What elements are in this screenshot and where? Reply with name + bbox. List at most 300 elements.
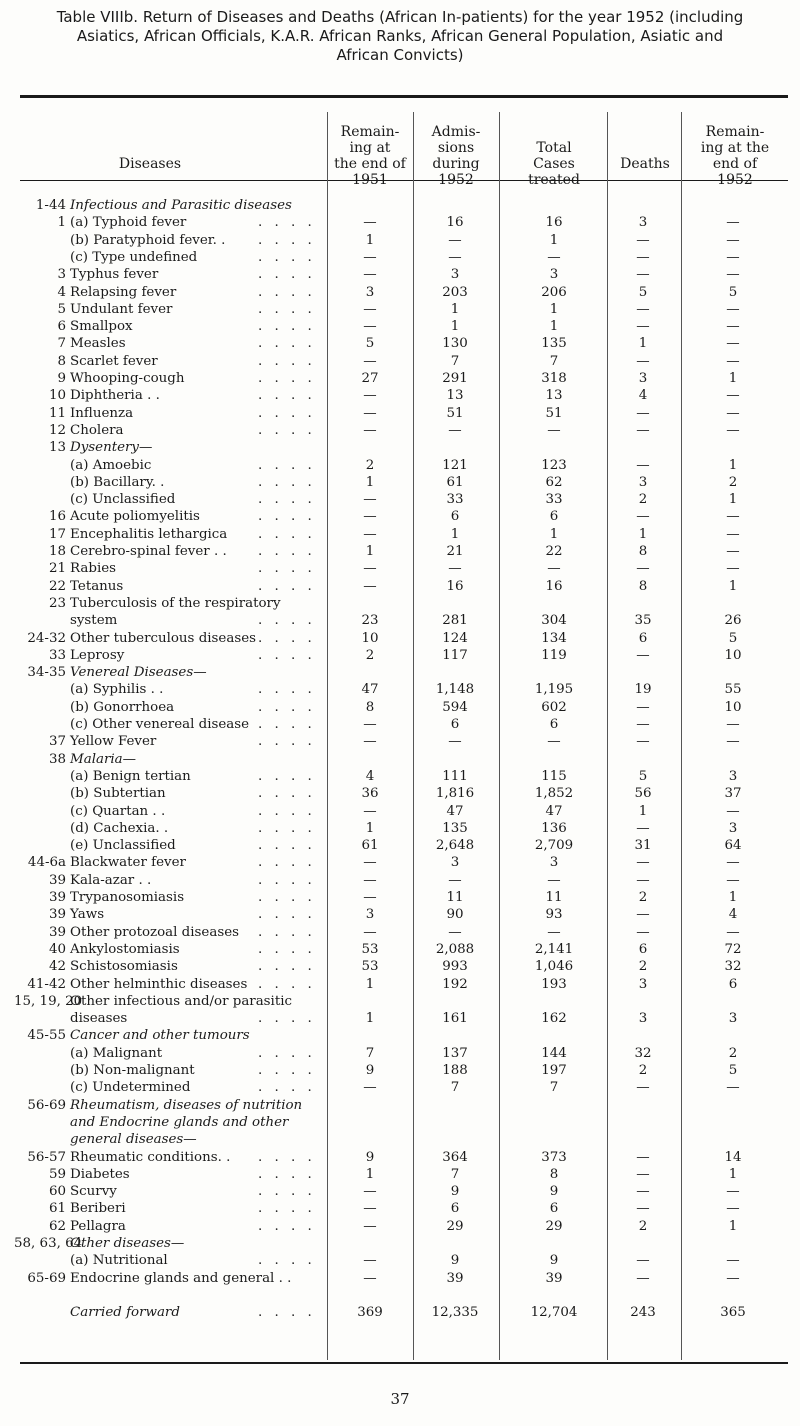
leader-dots: . . . . bbox=[258, 1063, 316, 1078]
row-value: 1 bbox=[365, 474, 375, 490]
row-value: 2 bbox=[638, 1063, 648, 1078]
page-number: 37 bbox=[390, 1390, 410, 1408]
row-value: 5 bbox=[728, 630, 738, 646]
leader-dots: . . . . bbox=[258, 353, 316, 369]
title-line-3: African Convicts) bbox=[336, 46, 464, 64]
row-value: — bbox=[448, 232, 462, 248]
row-value: 3 bbox=[450, 267, 460, 283]
row-code: 39 bbox=[48, 907, 66, 923]
table-row bbox=[0, 491, 800, 508]
row-code: 15, 19, 20 bbox=[14, 993, 83, 1009]
leader-dots: . . . . bbox=[258, 803, 316, 819]
leader-dots: . . . . bbox=[258, 976, 316, 992]
table-row bbox=[0, 1027, 800, 1044]
table-row bbox=[0, 1149, 800, 1166]
row-disease: Dysentery— bbox=[70, 440, 153, 456]
leader-dots: . . . . bbox=[258, 509, 316, 525]
row-disease: Tuberculosis of the respiratory bbox=[70, 595, 281, 611]
table-row bbox=[0, 543, 800, 560]
leader-dots: . . . . bbox=[258, 855, 316, 871]
row-value: 1 bbox=[728, 890, 738, 905]
row-disease: Influenza bbox=[70, 405, 134, 421]
row-value: 3 bbox=[549, 855, 559, 871]
table-row bbox=[0, 1010, 800, 1027]
row-disease: Rheumatic conditions. . bbox=[70, 1149, 231, 1165]
row-value: 1,148 bbox=[435, 682, 475, 698]
row-value: 304 bbox=[541, 613, 567, 629]
row-value: 32 bbox=[724, 959, 742, 975]
leader-dots: . . . . bbox=[258, 959, 316, 975]
table-row bbox=[0, 1166, 800, 1183]
row-disease: system bbox=[70, 613, 118, 629]
row-value: 51 bbox=[545, 405, 563, 421]
row-value: 281 bbox=[442, 613, 468, 629]
row-code: 3 bbox=[57, 267, 66, 283]
table-row bbox=[0, 1079, 800, 1096]
row-value: 7 bbox=[365, 1045, 375, 1061]
row-value: 29 bbox=[545, 1218, 563, 1234]
row-value: 1 bbox=[638, 336, 648, 352]
table-row bbox=[0, 976, 800, 993]
row-code: 10 bbox=[48, 388, 66, 404]
row-value: 4 bbox=[728, 907, 738, 923]
row-value: 5 bbox=[638, 768, 648, 784]
row-value: 373 bbox=[541, 1149, 567, 1165]
row-value: 119 bbox=[541, 647, 567, 663]
table-row bbox=[0, 578, 800, 595]
row-value: 124 bbox=[442, 630, 468, 646]
row-disease: Cerebro-spinal fever . . bbox=[70, 544, 227, 559]
row-value: 318 bbox=[541, 371, 567, 386]
row-value: 9 bbox=[549, 1253, 559, 1269]
row-value: 1 bbox=[728, 578, 738, 594]
table-row bbox=[0, 854, 800, 871]
row-value: 2 bbox=[638, 959, 648, 975]
leader-dots: . . . . bbox=[258, 267, 316, 283]
row-value: 9 bbox=[450, 1253, 460, 1269]
header-line: 1951 bbox=[352, 172, 388, 188]
row-disease: (b) Paratyphoid fever. . bbox=[70, 232, 226, 248]
row-value: — bbox=[363, 301, 377, 317]
row-value: 53 bbox=[361, 941, 379, 957]
row-value: 9 bbox=[365, 1149, 375, 1165]
row-code: 39 bbox=[48, 924, 66, 940]
row-value: — bbox=[636, 647, 650, 663]
row-disease: Venereal Diseases— bbox=[70, 665, 207, 681]
row-code: 34-35 bbox=[27, 665, 66, 681]
row-value: 1 bbox=[728, 371, 738, 386]
row-value: 4 bbox=[365, 768, 375, 784]
table-row bbox=[0, 284, 800, 301]
row-disease: Other tuberculous diseases bbox=[70, 630, 256, 646]
leader-dots: . . . . bbox=[258, 1201, 316, 1217]
row-value: 27 bbox=[361, 371, 379, 386]
table-row bbox=[0, 1252, 800, 1269]
table-row bbox=[0, 1045, 800, 1062]
row-value: — bbox=[448, 249, 462, 265]
row-value: 35 bbox=[634, 613, 652, 629]
row-value: — bbox=[726, 232, 740, 248]
row-code: 45-55 bbox=[27, 1028, 66, 1044]
row-value: — bbox=[636, 1270, 650, 1286]
top-rule bbox=[20, 95, 788, 98]
table-row bbox=[0, 214, 800, 231]
table-row bbox=[0, 785, 800, 802]
table-row bbox=[0, 560, 800, 577]
table-row bbox=[0, 457, 800, 474]
row-value: — bbox=[636, 1184, 650, 1200]
header-line: ing at bbox=[349, 140, 391, 156]
header-line: end of bbox=[712, 156, 758, 172]
row-value: — bbox=[636, 509, 650, 525]
row-disease: Blackwater fever bbox=[70, 855, 186, 871]
row-value: — bbox=[363, 1253, 377, 1269]
row-code: 22 bbox=[48, 578, 66, 594]
row-disease: Cancer and other tumours bbox=[70, 1028, 250, 1044]
header-admissions bbox=[415, 124, 497, 188]
header-line: Cases bbox=[533, 156, 575, 172]
row-value: 188 bbox=[442, 1063, 468, 1078]
row-value: 36 bbox=[361, 786, 379, 802]
row-value: — bbox=[726, 526, 740, 542]
row-value: 1 bbox=[365, 544, 375, 559]
row-code: 17 bbox=[48, 526, 66, 542]
row-value: 3 bbox=[365, 907, 375, 923]
row-value: 8 bbox=[365, 699, 375, 715]
table-row bbox=[0, 699, 800, 716]
row-code: 37 bbox=[48, 734, 66, 750]
leader-dots: . . . . bbox=[258, 630, 316, 646]
row-value: 1 bbox=[365, 976, 375, 992]
row-value: 3 bbox=[450, 855, 460, 871]
row-value: 364 bbox=[442, 1149, 468, 1165]
row-value: — bbox=[636, 1149, 650, 1165]
row-value: 7 bbox=[549, 353, 559, 369]
row-value: 2,088 bbox=[435, 941, 475, 957]
table-row bbox=[0, 612, 800, 629]
row-value: — bbox=[726, 544, 740, 559]
leader-dots: . . . . bbox=[258, 232, 316, 248]
row-value: 3 bbox=[638, 215, 648, 231]
row-value: 32 bbox=[634, 1045, 652, 1061]
row-value: 1 bbox=[549, 319, 559, 335]
row-disease: Kala-azar . . bbox=[70, 872, 152, 888]
table-row bbox=[0, 1062, 800, 1079]
row-disease: Beriberi bbox=[70, 1201, 126, 1217]
title-line-1: Table VIIIb. Return of Diseases and Deaths (African In-patients) for the year 1952 (including bbox=[56, 8, 744, 26]
row-value: 10 bbox=[724, 647, 742, 663]
row-value: — bbox=[726, 249, 740, 265]
row-value: — bbox=[363, 803, 377, 819]
table-row bbox=[0, 768, 800, 785]
row-value: 192 bbox=[442, 976, 468, 992]
leader-dots: . . . . bbox=[258, 561, 316, 577]
row-disease: (b) Subtertian bbox=[70, 786, 166, 802]
table-row bbox=[0, 1114, 800, 1131]
row-code: 11 bbox=[48, 405, 66, 421]
row-value: 39 bbox=[545, 1270, 563, 1286]
leader-dots: . . . . bbox=[258, 319, 316, 335]
row-value: — bbox=[636, 699, 650, 715]
table-row bbox=[0, 474, 800, 491]
row-value: — bbox=[726, 422, 740, 438]
row-value: 8 bbox=[549, 1166, 559, 1182]
row-value: — bbox=[547, 734, 561, 750]
row-value: 5 bbox=[638, 284, 648, 300]
row-value: — bbox=[547, 872, 561, 888]
row-value: 1 bbox=[728, 492, 738, 508]
row-value: — bbox=[726, 301, 740, 317]
row-disease: Diabetes bbox=[70, 1166, 130, 1182]
row-disease: Ankylostomiasis bbox=[70, 941, 180, 957]
table-row bbox=[0, 249, 800, 266]
row-value: — bbox=[636, 924, 650, 940]
row-disease: (c) Undetermined bbox=[70, 1080, 191, 1096]
row-value: 7 bbox=[450, 1166, 460, 1182]
row-disease: Pellagra bbox=[70, 1218, 126, 1234]
row-value: 90 bbox=[446, 907, 464, 923]
row-value: — bbox=[726, 734, 740, 750]
row-value: 8 bbox=[638, 578, 648, 594]
header-line: 1952 bbox=[717, 172, 753, 188]
leader-dots: . . . . bbox=[258, 872, 316, 888]
row-code: 4 bbox=[57, 284, 66, 300]
row-value: 7 bbox=[450, 1080, 460, 1096]
row-value: — bbox=[726, 215, 740, 231]
header-diseases: Diseases bbox=[118, 156, 182, 172]
row-value: 56 bbox=[634, 786, 652, 802]
table-title bbox=[20, 8, 780, 65]
row-value: 137 bbox=[442, 1045, 468, 1061]
row-value: — bbox=[726, 1080, 740, 1096]
leader-dots: . . . . bbox=[258, 1218, 316, 1234]
row-value: — bbox=[363, 388, 377, 404]
row-disease: Typhus fever bbox=[70, 267, 159, 283]
row-value: 55 bbox=[724, 682, 742, 698]
leader-dots: . . . . bbox=[258, 1080, 316, 1096]
row-value: — bbox=[636, 457, 650, 473]
leader-dots: . . . . bbox=[258, 301, 316, 317]
row-value: — bbox=[363, 561, 377, 577]
row-disease: Malaria— bbox=[70, 751, 137, 767]
header-line: Remain- bbox=[340, 124, 400, 140]
row-value: 365 bbox=[720, 1305, 746, 1321]
row-value: 206 bbox=[541, 284, 567, 300]
leader-dots: . . . . bbox=[258, 1011, 316, 1027]
table-row bbox=[0, 335, 800, 352]
leader-dots: . . . . bbox=[258, 215, 316, 231]
header-line: sions bbox=[437, 140, 475, 156]
row-value: 8 bbox=[638, 544, 648, 559]
row-value: 72 bbox=[724, 941, 742, 957]
table-row bbox=[0, 353, 800, 370]
row-disease: Acute poliomyelitis bbox=[70, 509, 200, 525]
header-total bbox=[502, 140, 606, 188]
row-value: 1,195 bbox=[534, 682, 574, 698]
leader-dots: . . . . bbox=[258, 371, 316, 386]
table-row bbox=[0, 197, 800, 214]
row-value: 1 bbox=[728, 1218, 738, 1234]
table-row bbox=[0, 405, 800, 422]
row-value: 16 bbox=[545, 215, 563, 231]
row-value: 2 bbox=[638, 1218, 648, 1234]
row-value: 47 bbox=[446, 803, 464, 819]
row-code: 59 bbox=[48, 1166, 66, 1182]
row-value: 5 bbox=[365, 336, 375, 352]
row-code: 7 bbox=[57, 336, 66, 352]
row-code: 21 bbox=[48, 561, 66, 577]
row-value: 31 bbox=[634, 838, 652, 854]
row-disease: Cholera bbox=[70, 422, 124, 438]
row-value: 6 bbox=[549, 1201, 559, 1217]
leader-dots: . . . . bbox=[258, 1184, 316, 1200]
row-value: 117 bbox=[442, 647, 468, 663]
row-value: 1 bbox=[549, 526, 559, 542]
row-disease: Carried forward bbox=[70, 1305, 180, 1321]
leader-dots: . . . . bbox=[258, 613, 316, 629]
row-disease: Rabies bbox=[70, 561, 117, 577]
row-value: 33 bbox=[446, 492, 464, 508]
row-value: 6 bbox=[728, 976, 738, 992]
row-value: — bbox=[448, 872, 462, 888]
row-disease: (c) Other venereal disease bbox=[70, 717, 250, 732]
header-deaths: Deaths bbox=[620, 156, 670, 172]
row-value: 291 bbox=[442, 371, 468, 386]
bottom-rule bbox=[20, 1362, 788, 1364]
row-disease: (a) Malignant bbox=[70, 1045, 163, 1061]
header-line: Remain- bbox=[705, 124, 765, 140]
row-code: 56-69 bbox=[27, 1097, 66, 1113]
row-value: 47 bbox=[545, 803, 563, 819]
table-row bbox=[0, 439, 800, 456]
row-code: 44-6a bbox=[27, 855, 66, 871]
row-value: — bbox=[726, 1184, 740, 1200]
header-line: during bbox=[432, 156, 480, 172]
row-value: 3 bbox=[638, 474, 648, 490]
row-value: 16 bbox=[446, 578, 464, 594]
row-value: 1 bbox=[638, 803, 648, 819]
table-row bbox=[0, 1131, 800, 1148]
leader-dots: . . . . bbox=[258, 768, 316, 784]
row-value: — bbox=[726, 1201, 740, 1217]
row-disease: (a) Typhoid fever bbox=[70, 215, 187, 231]
leader-dots: . . . . bbox=[258, 890, 316, 905]
row-value: — bbox=[547, 249, 561, 265]
row-code: 18 bbox=[48, 544, 66, 559]
row-value: 2 bbox=[728, 1045, 738, 1061]
row-value: — bbox=[726, 1270, 740, 1286]
table-row bbox=[0, 889, 800, 906]
row-value: 115 bbox=[541, 768, 567, 784]
row-disease: and Endocrine glands and other bbox=[70, 1114, 289, 1130]
header-line: ing at the bbox=[700, 140, 770, 156]
row-value: — bbox=[363, 1184, 377, 1200]
row-value: 2 bbox=[638, 890, 648, 905]
table-row bbox=[0, 595, 800, 612]
row-value: — bbox=[726, 717, 740, 732]
row-value: 2 bbox=[365, 647, 375, 663]
row-disease: Relapsing fever bbox=[70, 284, 177, 300]
row-value: — bbox=[363, 924, 377, 940]
leader-dots: . . . . bbox=[258, 492, 316, 508]
row-value: 1 bbox=[728, 1166, 738, 1182]
row-value: 61 bbox=[446, 474, 464, 490]
leader-dots: . . . . bbox=[258, 336, 316, 352]
row-value: 1,852 bbox=[534, 786, 574, 802]
row-value: 39 bbox=[446, 1270, 464, 1286]
table-row bbox=[0, 837, 800, 854]
row-value: — bbox=[363, 578, 377, 594]
row-value: 29 bbox=[446, 1218, 464, 1234]
row-value: — bbox=[363, 717, 377, 732]
row-value: 1 bbox=[549, 232, 559, 248]
row-value: — bbox=[448, 924, 462, 940]
row-value: — bbox=[636, 1080, 650, 1096]
row-disease: (c) Unclassified bbox=[70, 492, 176, 508]
table-row bbox=[0, 301, 800, 318]
row-value: — bbox=[363, 215, 377, 231]
leader-dots: . . . . bbox=[258, 699, 316, 715]
row-code: 60 bbox=[48, 1184, 66, 1200]
row-disease: Diphtheria . . bbox=[70, 388, 160, 404]
row-code: 6 bbox=[57, 319, 66, 335]
row-code: 40 bbox=[48, 941, 66, 957]
row-value: 1 bbox=[450, 526, 460, 542]
leader-dots: . . . . bbox=[258, 474, 316, 490]
row-disease: Undulant fever bbox=[70, 301, 173, 317]
row-value: 23 bbox=[361, 613, 379, 629]
row-value: — bbox=[636, 1253, 650, 1269]
table-row bbox=[0, 232, 800, 249]
row-code: 38 bbox=[48, 751, 66, 767]
header-line: 1952 bbox=[438, 172, 474, 188]
leader-dots: . . . . bbox=[258, 1149, 316, 1165]
leader-dots: . . . . bbox=[258, 284, 316, 300]
row-value: 134 bbox=[541, 630, 567, 646]
row-code: 5 bbox=[57, 301, 66, 317]
row-code: 58, 63, 64 bbox=[14, 1236, 83, 1251]
table-row bbox=[0, 1183, 800, 1200]
leader-dots: . . . . bbox=[258, 405, 316, 421]
row-value: — bbox=[448, 561, 462, 577]
row-code: 39 bbox=[48, 872, 66, 888]
row-value: — bbox=[363, 492, 377, 508]
row-value: 369 bbox=[357, 1305, 383, 1321]
row-value: — bbox=[363, 422, 377, 438]
row-code: 23 bbox=[48, 595, 66, 611]
title-line-2: Asiatics, African Officials, K.A.R. African Ranks, African General Population, Asiatic and bbox=[76, 27, 724, 45]
row-disease: Other helminthic diseases bbox=[70, 976, 248, 992]
row-value: 7 bbox=[549, 1080, 559, 1096]
row-value: 5 bbox=[728, 284, 738, 300]
row-value: 11 bbox=[446, 890, 464, 905]
row-value: — bbox=[636, 319, 650, 335]
row-value: — bbox=[636, 232, 650, 248]
row-value: — bbox=[726, 509, 740, 525]
row-disease: Scurvy bbox=[70, 1184, 117, 1200]
row-value: — bbox=[363, 267, 377, 283]
row-value: 6 bbox=[549, 717, 559, 732]
row-value: 243 bbox=[630, 1305, 656, 1321]
row-value: 33 bbox=[545, 492, 563, 508]
row-disease: Scarlet fever bbox=[70, 353, 158, 369]
leader-dots: . . . . bbox=[258, 647, 316, 663]
row-value: 19 bbox=[634, 682, 652, 698]
row-value: — bbox=[363, 1270, 377, 1286]
row-value: 2,648 bbox=[435, 838, 475, 854]
row-value: 16 bbox=[446, 215, 464, 231]
row-value: 6 bbox=[450, 1201, 460, 1217]
